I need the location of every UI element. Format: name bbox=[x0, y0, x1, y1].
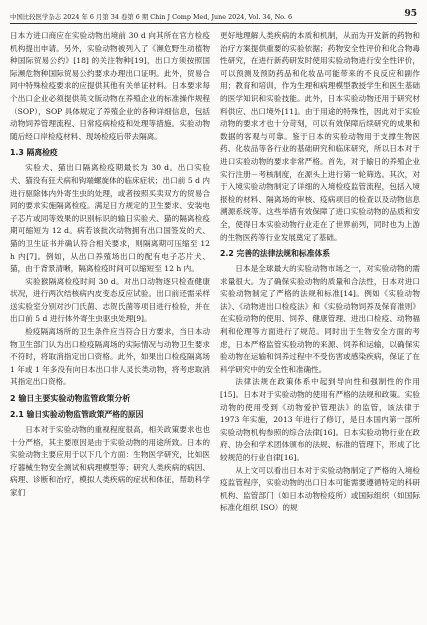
running-header bbox=[10, 9, 417, 24]
page-number: 95 bbox=[404, 9, 417, 19]
section-heading-1-3: 1.3 隔离检疫 bbox=[10, 148, 58, 158]
paragraph: 法律法规在政策体系中起到导向性和强制性的作用[15]。日本对于实验动物的使用有严格的法规和政策。实验动物的使用受到《动物爱护管理法》的监管，该法律于 1973 年实施，2013 年进行了修订，是日本国内第一部所实验动物机构参照的综合法律[16]。日本实验动物行业在政府、协会和学术团体颁布的法规、标准的管理下，形成了比较规范的行业自律[16]。 bbox=[220, 377, 420, 462]
section-heading-2-1: 2.1 输日实验动物监管政策严格的原因 bbox=[10, 410, 144, 420]
paragraph: 实验猴隔离检疫时间 30 d。对出口动物逐只检查健康状况，进行两次结核病内皮变态反应试验。出口前还需采样送实验室分别对沙门氏菌、志贺氏菌等项目进行检验，并在出口前 5 d 进行体外寄生虫驱虫处理[9]。 bbox=[10, 276, 210, 324]
journal-citation: 中国比较医学杂志 2024 年 6 月第 34 卷第 6 期 Chin J Comp Med, June 2024, Vol. 34, No. 6 bbox=[10, 13, 293, 21]
paragraph: 日本方进口商应在实验动物出境前 30 d 向其所在官方检疫机构提出申请。另外，实验动物被列入了《濒危野生动植物种国际贸易公约》[18] 的关注物种[19]，出口方须按照国际濒危物种国际贸易公约要求办理出口证明。此外，贸易合同中特殊检疫要求的应提供其他有关单证材料。日本要求每个出口企业必须提供英文版动物在养殖企业的标准操作规程（SOP），SOP 具体规定了养殖企业的各种详细信息，包括动物饲养管理流程、日常疫病检疫和处理等措施。实验动物随后经口岸检疫材料、现场检疫后带去隔离。 bbox=[10, 31, 210, 141]
left-column bbox=[10, 30, 210, 620]
paragraph: 日本对于实验动物的重视程度很高，相关政策要求也也十分严格，其主要原因是由于实验动物的用途所致。日本的实验动物主要应用于以下几个方面：生物医学研究，比如医疗器械生物安全测试和病理模型等；研究人类疾病的病因、病理、诊断和治疗，模拟人类疾病的症状和体征，帮助科学家们 bbox=[10, 425, 210, 497]
paragraph: 日本是全球最大的实验动物市场之一，对实验动物的需求量很大。为了确保实验动物的质量和合法性，日本对进口实验动物制定了严格的法规和标准[14]。例如《实验动物法》、《动物进出口检疫法》和《实验动物饲养及保育准则》在实验动物的使用、饲养、健康管理、进出口检疫、动物福利和伦理等方面进行了规范。同时出于生物安全方面的考虑，日本严格监管实验动物的来源、饲养和运输，以确保实验动物在运输和饲养过程中不受伤害或感染疾病，保证了在科学研究中的安全性和准确性。 bbox=[220, 264, 420, 374]
section-heading-2: 2 输日主要实验动物监管政策分析 bbox=[10, 394, 131, 404]
paragraph: 从上文可以看出日本对于实验动物制定了严格的入境检疫监管程序，实验动物的出口日本可能需要遵循特定的科研机构、监管部门（如日本动物检疫所）或国际组织（如国际标准化组织 ISO）的规 bbox=[220, 465, 420, 513]
paragraph: 实验犬、猫出口隔离检疫期最长为 30 d。出口实验犬、猫没有狂犬病和钩端螺旋体的临床症状；出口前 5 d 内进行驱除体内外寄生虫的处理，或者按照买卖双方的贸易合同的要求实施隔离检疫。满足日方规定的卫生要求、安装电子芯片或同等效果的识别标识的输日实验犬、猫的隔离检疫期可缩短为 12 d。病若该批次动物拥有出口国签发的犬、猫的卫生证书并确认符合相关要求，则隔离期可压缩至 12 h 内[7]。例如，从出口养殖场出口的配有电子芯片犬、猫，由于背景清晰，隔离检疫时间可以缩短至 12 h 内。 bbox=[10, 163, 210, 274]
section-heading-2-2: 2.2 完善的法律法规和标准体系 bbox=[220, 249, 331, 259]
right-column bbox=[220, 30, 420, 620]
paragraph: 更好地理解人类疾病的本质和机制，从而为开发新的药物和治疗方案提供重要的实验依据；药物安全性评价和化合物毒性研究，在进行新药研发时使用实验动物进行安全性评价，可以预测及预防药品和化妆品可能带来的不良反应和副作用；教育和培训，作为生理和病理模型教授学生和医生基础的医学知识和实验技能。此外，日本实验动物还用于研究材料供应、出口境外[11]。由于用途的特殊性，因此对于实验动物的要求才也十分苛刻，可以有效保障后续研究的成果和数据的客观与可靠。鉴于日本的实验动物用于支撑生物医药、化妆品等各行业的基础研究和临床研究，所以日本对于进口实验动物的要求非常严格。首先，对于输日的养殖企业实行注册－考核制度，在源头上进行第一轮筛选。其次，对于入境实验动物制定了详细的入境检疫监管流程，包括入境报检的材料、隔离场的审核、疫病项目的检查以及动物信息溯源系统等。这些举措有效保障了进口实验动物的品质和安全，使得日本实验动物行业走在了世界前列，同时也为上游的生物医药等行业发展奠定了基础。 bbox=[220, 31, 420, 242]
paragraph: 检疫隔离场所的卫生条件应当符合日方要求，当日本动物卫生部门认为出口检疫隔离场的实际情况与动物卫生要求不符时，将取消指定出口资格。此外，如果出口检疫隔离场 1 年或 1 年多没有向日本出口非人灵长类动物，将考虑取消其指定出口资格。 bbox=[10, 327, 210, 387]
